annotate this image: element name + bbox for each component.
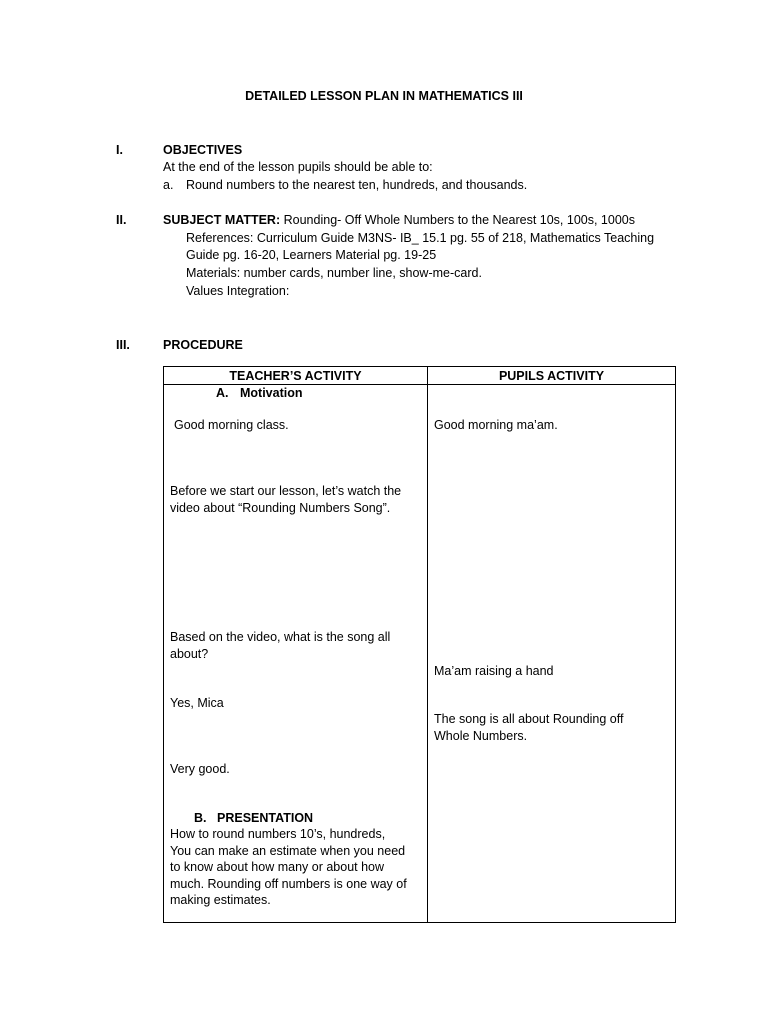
values-integration-line: Values Integration: xyxy=(186,284,290,298)
pupil-line-answer-1: The song is all about Rounding off xyxy=(434,712,624,726)
section-2-heading: SUBJECT MATTER: xyxy=(163,213,281,227)
presentation-line-5: making estimates. xyxy=(170,893,271,907)
teacher-line-video-2: video about “Rounding Numbers Song”. xyxy=(170,501,391,515)
objective-letter: a. xyxy=(163,178,174,192)
motivation-letter: A. xyxy=(216,386,229,400)
table-body-row xyxy=(164,385,676,923)
teacher-activity-header: TEACHER’S ACTIVITY xyxy=(164,367,428,385)
pupil-line-raising-hand: Ma’am raising a hand xyxy=(434,664,554,678)
table-header-row xyxy=(164,367,676,385)
presentation-label: PRESENTATION xyxy=(217,811,314,825)
presentation-line-4: much. Rounding off numbers is one way of xyxy=(170,877,407,891)
references-line-2: Guide pg. 16-20, Learners Material pg. 19-25 xyxy=(186,248,437,262)
pupils-activity-cell xyxy=(428,385,676,923)
subject-matter-line xyxy=(163,212,635,229)
teacher-line-mica: Yes, Mica xyxy=(170,696,224,710)
teacher-line-very-good: Very good. xyxy=(170,762,230,776)
presentation-line-3: to know about how many or about how xyxy=(170,860,385,874)
section-1-heading: OBJECTIVES xyxy=(163,143,243,157)
presentation-line-1: How to round numbers 10’s, hundreds, xyxy=(170,827,386,841)
teacher-line-question-2: about? xyxy=(170,647,209,661)
page-title: DETAILED LESSON PLAN IN MATHEMATICS III xyxy=(245,89,523,103)
motivation-label: Motivation xyxy=(240,386,303,400)
objective-text: Round numbers to the nearest ten, hundreds, and thousands. xyxy=(186,178,528,192)
materials-line: Materials: number cards, number line, show-me-card. xyxy=(186,266,482,280)
procedure-table xyxy=(163,366,676,923)
pupil-line-greeting: Good morning ma’am. xyxy=(434,418,558,432)
teacher-activity-cell xyxy=(164,385,428,923)
teacher-line-question-1: Based on the video, what is the song all xyxy=(170,630,391,644)
objectives-intro: At the end of the lesson pupils should be able to: xyxy=(163,160,433,174)
teacher-line-greeting: Good morning class. xyxy=(174,418,289,432)
pupils-activity-header: PUPILS ACTIVITY xyxy=(428,367,676,385)
section-1-numeral: I. xyxy=(116,143,123,157)
subject-matter-value: Rounding- Off Whole Numbers to the Nearest 10s, 100s, 1000s xyxy=(283,213,635,227)
teacher-line-video-1: Before we start our lesson, let’s watch the xyxy=(170,484,402,498)
presentation-line-2: You can make an estimate when you need xyxy=(170,844,406,858)
section-3-numeral: III. xyxy=(116,338,130,352)
references-line-1: References: Curriculum Guide M3NS- IB_ 15.1 pg. 55 of 218, Mathematics Teaching xyxy=(186,231,655,245)
section-3-heading: PROCEDURE xyxy=(163,338,243,352)
presentation-letter: B. xyxy=(194,811,207,825)
section-2-numeral: II. xyxy=(116,213,127,227)
pupil-line-answer-2: Whole Numbers. xyxy=(434,729,528,743)
